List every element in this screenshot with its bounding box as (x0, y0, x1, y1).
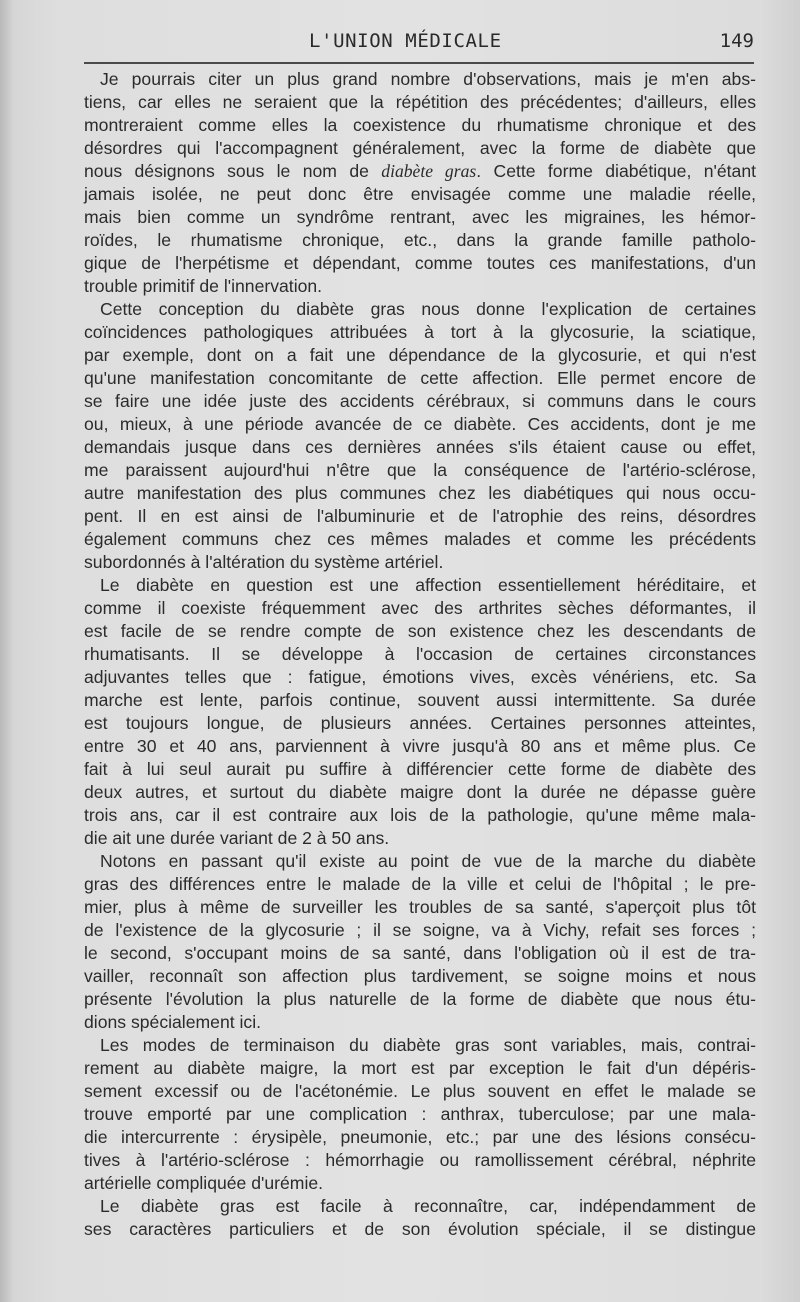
text-line: subordonnés à l'altération du système artériel. (84, 552, 444, 572)
text-line: se faire une idée juste des accidents cérébraux, si communs dans le cours (84, 391, 756, 411)
text-line: fait à lui seul aurait pu suffire à différencier cette forme de diabète des (84, 759, 756, 779)
text-line: adjuvantes telles que : fatigue, émotions vives, excès vénériens, etc. Sa (84, 667, 756, 687)
text-line: Je pourrais citer un plus grand nombre d'observations, mais je m'en abs- (100, 69, 756, 89)
text-line: demandais jusque dans ces dernières années s'ils étaient cause ou effet, (84, 437, 756, 457)
paragraph (84, 1034, 756, 1195)
text-line: die intercurrente : érysipèle, pneumonie, etc.; par une des lésions consécu- (84, 1127, 756, 1147)
text-line: mier, plus à même de surveiller les troubles de sa santé, s'aperçoit plus tôt (84, 897, 756, 917)
text-line: par exemple, dont on a fait une dépendance de la glycosurie, et qui n'est (84, 345, 756, 365)
page-number: 149 (719, 30, 754, 52)
text-line: rement au diabète maigre, la mort est par exception le fait d'un dépéris- (84, 1058, 756, 1078)
text-line: pent. Il en est ainsi de l'albuminurie et de l'atrophie des reins, désordres (84, 506, 756, 526)
text-line: désordres qui l'accompagnent généralement, avec la forme de diabète que (84, 138, 756, 158)
text-line: montreraient comme elles la coexistence du rhumatisme chronique et des (84, 115, 756, 135)
text-line: Le diabète gras est facile à reconnaître, car, indépendamment de (100, 1196, 756, 1216)
text-line: Notons en passant qu'il existe au point de vue de la marche du diabète (100, 851, 756, 871)
text-line: deux autres, et surtout du diabète maigre dont la durée ne dépasse guère (84, 782, 756, 802)
text-line: trois ans, car il est contraire aux lois de la pathologie, qu'une même mala- (84, 805, 756, 825)
text-line: Cette conception du diabète gras nous donne l'explication de certaines (100, 299, 756, 319)
text-line: comme il coexiste fréquemment avec des arthrites sèches déformantes, il (84, 598, 756, 618)
text-line: roïdes, le rhumatisme chronique, etc., dans la grande famille patholo- (84, 230, 756, 250)
running-header (84, 28, 754, 58)
paragraph (84, 298, 756, 574)
text-line: ses caractères particuliers et de son évolution spéciale, il se distingue (84, 1219, 756, 1239)
text-line: marche est lente, parfois continue, souvent aussi intermittente. Sa durée (84, 690, 756, 710)
text-line: artérielle compliquée d'urémie. (84, 1173, 324, 1193)
body-text (84, 68, 756, 1241)
text-line: tiens, car elles ne seraient que la répétition des précédentes; d'ailleurs, elles (84, 92, 756, 112)
text-line: gique de l'herpétisme et dépendant, comme toutes ces manifestations, d'un (84, 253, 756, 273)
text-line: de l'existence de la glycosurie ; il se soigne, va à Vichy, refait ses forces ; (84, 920, 756, 940)
text-line: ou, mieux, à une période avancée de ce diabète. Ces accidents, dont je me (84, 414, 756, 434)
text-line: me paraissent aujourd'hui n'être que la conséquence de l'artério-sclérose, (84, 460, 756, 480)
italic-term: diabète gras (381, 161, 477, 181)
text-line: autre manifestation des plus communes chez les diabétiques qui nous occu- (84, 483, 756, 503)
text-line: coïncidences pathologiques attribuées à tort à la glycosurie, la sciatique, (84, 322, 756, 342)
text-line: également communs chez ces mêmes malades et comme les précédents (84, 529, 756, 549)
text-line: trouve emporté par une complication : anthrax, tuberculose; par une mala- (84, 1104, 756, 1124)
text-line: dions spécialement ici. (84, 1012, 262, 1032)
text-line: est toujours longue, de plusieurs années. Certaines personnes atteintes, (84, 713, 756, 733)
text-line: qu'une manifestation concomitante de cette affection. Elle permet encore de (84, 368, 756, 388)
text-line: die ait une durée variant de 2 à 50 ans. (84, 828, 390, 848)
text-line: est facile de se rendre compte de son existence chez les descendants de (84, 621, 756, 641)
text-line: vailler, reconnaît son affection plus tardivement, se soigne moins et nous (84, 966, 756, 986)
paragraph (84, 850, 756, 1034)
text-line: nous désignons sous le nom de diabète gras. Cette forme diabétique, n'étant (84, 161, 757, 181)
journal-title: L'UNION MÉDICALE (309, 30, 502, 52)
text-line: Le diabète en question est une affection essentiellement héréditaire, et (100, 575, 756, 595)
text-line: le second, s'occupant moins de sa santé, dans l'obligation où il est de tra- (84, 943, 756, 963)
text-line: mais bien comme un syndrôme rentrant, avec les migraines, les hémor- (84, 207, 756, 227)
text-line: tives à l'artério-sclérose : hémorrhagie ou ramollissement cérébral, néphrite (84, 1150, 756, 1170)
text-line: Les modes de terminaison du diabète gras sont variables, mais, contrai- (100, 1035, 756, 1055)
paragraph (84, 574, 756, 850)
text-line: présente l'évolution la plus naturelle de la forme de diabète que nous étu- (84, 989, 756, 1009)
text-line: jamais isolée, ne peut donc être envisagée comme une maladie réelle, (84, 184, 756, 204)
text-line: sement excessif ou de l'acétonémie. Le plus souvent en effet le malade se (84, 1081, 756, 1101)
header-rule (84, 62, 754, 64)
paragraph (84, 68, 756, 298)
text-line: gras des différences entre le malade de la ville et celui de l'hôpital ; le pre- (84, 874, 756, 894)
text-line: rhumatisants. Il se développe à l'occasion de certaines circonstances (84, 644, 756, 664)
text-line: trouble primitif de l'innervation. (84, 276, 323, 296)
paragraph (84, 1195, 756, 1241)
text-line: entre 30 et 40 ans, parviennent à vivre jusqu'à 80 ans et même plus. Ce (84, 736, 756, 756)
